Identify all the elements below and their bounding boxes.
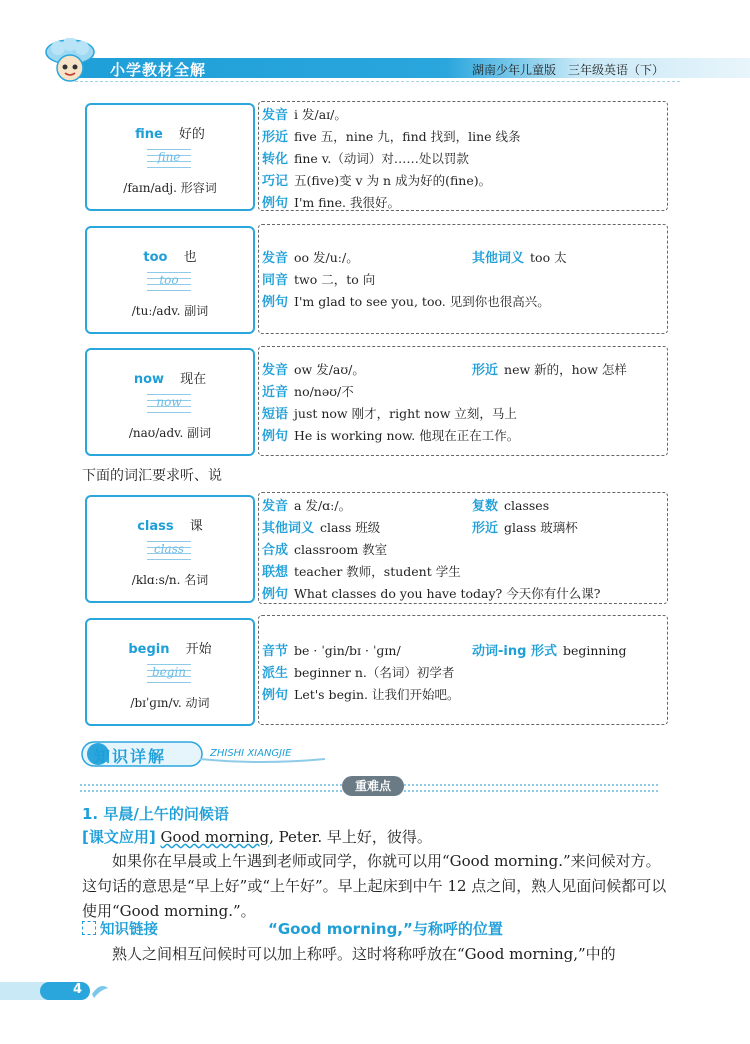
handwriting-lines [147,147,191,169]
footer-tab [0,980,110,1002]
handwriting-lines [147,392,191,414]
vocab-word: class [137,519,174,534]
vocab-meaning: 现在 [180,372,207,387]
vocab-pronunciation: /klɑːs/n. 名词 [131,573,209,587]
vocab-card-begin [85,618,255,726]
info-row: 联想 teacher 教师，student 学生 [262,564,461,580]
info-row: 形近 five 五，nine 九，find 找到，line 线条 [262,129,521,145]
vocab-pronunciation: /bɪˈɡɪn/v. 动词 [130,696,210,710]
info-row: 例句 I'm glad to see you, too. 见到你也很高兴。 [262,294,550,310]
info-row: 例句 Let's begin. 让我们开始吧。 [262,687,460,703]
link-icon [82,921,96,935]
header-divider [75,81,680,82]
vocab-meaning: 课 [189,519,203,534]
apply-tag: [课文应用] [82,828,156,846]
vocab-info-fine [258,101,668,211]
knowledge-link-tag: 知识链接 [82,918,158,939]
handwriting-script: too [159,273,179,287]
info-row: 其他词义 too 太 [472,250,567,266]
info-row: 动词-ing 形式 beginning [472,643,627,659]
explanation-paragraph: 如果你在早晨或上午遇到老师或同学，你就可以用“Good morning.”来问候对方。这句话的意思是“早上好”或“上午好”。早上起床到中午 12 点之间，熟人见面问候都可以使用“Good morning.”。 [82,852,667,920]
info-row: 发音 ow 发/aʊ/。 [262,362,365,378]
info-row: 例句 I'm fine. 我很好。 [262,195,400,211]
apply-rest: , Peter. 早上好，彼得。 [269,828,432,846]
info-row: 音节 be · ˈgin/bɪ · ˈɡɪn/ [262,643,401,659]
knowledge-banner-title: 知识详解 [94,747,167,766]
info-row: 短语 just now 刚才，right now 立刻，马上 [262,406,517,422]
vocab-pronunciation: /faɪn/adj. 形容词 [123,181,217,195]
info-row: 例句 What classes do you have today? 今天你有什么课? [262,586,601,602]
knowledge-heading: 1. 早晨/上午的问候语 [82,805,229,823]
info-row: 发音 i 发/aɪ/。 [262,107,347,123]
header-title: 小学教材全解 [110,61,207,79]
link-paragraph: 熟人之间相互问候时可以加上称呼。这时将称呼放在“Good morning,”中的 [112,945,616,963]
page-number: 4 [73,982,83,997]
info-row: 合成 classroom 教室 [262,542,388,558]
info-row: 转化 fine v.（动词）对……处以罚款 [262,151,469,167]
vocab-info-too [258,224,668,334]
vocab-info-begin [258,615,668,725]
info-row: 例句 He is working now. 他现在正在工作。 [262,428,520,444]
handwriting-script: class [153,542,185,556]
handwriting-script: begin [151,665,187,679]
knowledge-link-title: “Good morning,”与称呼的位置 [268,920,503,938]
vocab-card-fine [85,103,255,211]
info-row: 形近 new 新的，how 怎样 [472,362,627,378]
text-application [82,826,432,847]
vocab-card-now [85,348,255,456]
vocab-card-class [85,495,255,603]
vocab-word: fine [135,127,163,142]
info-row: 复数 classes [472,498,550,514]
handwriting-lines [147,539,191,561]
info-row: 其他词义 class 班级 [262,520,381,536]
vocab-pronunciation: /naʊ/adv. 副词 [128,426,212,440]
info-row: 派生 beginner n.（名词）初学者 [262,665,455,681]
key-point-badge: 重难点 [342,776,404,796]
vocab-card-too [85,226,255,334]
apply-phrase: Good morning [160,828,270,846]
vocab-info-now [258,346,668,456]
vocab-meaning: 也 [183,250,197,265]
vocab-word: too [143,250,168,265]
vocab-meaning: 好的 [178,127,205,142]
handwriting-lines [147,270,191,292]
vocab-word: begin [128,642,170,657]
info-row: 巧记 五(five)变 v 为 n 成为好的(fine)。 [262,173,492,189]
info-row: 发音 a 发/ɑː/。 [262,498,352,514]
info-row: 发音 oo 发/uː/。 [262,250,359,266]
info-row: 形近 glass 玻璃杯 [472,520,578,536]
info-row: 近音 no/nəʊ/不 [262,384,354,400]
handwriting-script: now [156,395,182,409]
vocab-word: now [133,372,165,387]
header-edition: 湖南少年儿童版 三年级英语（下） [471,63,664,77]
handwriting-lines [147,662,191,684]
handwriting-script: fine [157,150,181,164]
knowledge-banner-pinyin: ZHISHI XIANGJIE [210,748,292,759]
vocab-pronunciation: /tuː/adv. 副词 [131,304,209,318]
info-row: 同音 two 二，to 向 [262,272,376,288]
vocab-meaning: 开始 [185,642,212,657]
section-note: 下面的词汇要求听、说 [82,468,222,484]
vocab-info-class [258,492,668,604]
